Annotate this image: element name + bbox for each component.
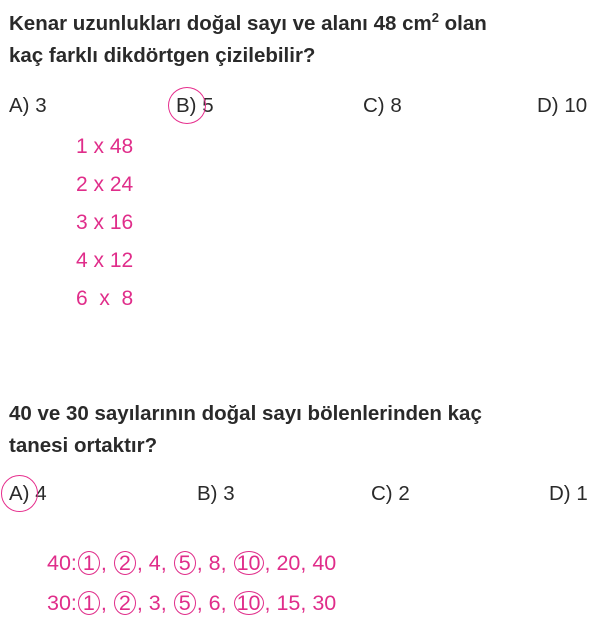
divisor-20: 20: [276, 551, 301, 575]
question-1-text: [9, 8, 487, 72]
divisor-6: 6: [208, 591, 221, 615]
question-2-line-2: tanesi ortaktır?: [9, 434, 158, 457]
question-1-line-1-end: olan: [438, 12, 487, 35]
question-2-line-1: 40 ve 30 sayılarının doğal sayı bölenlerinden kaç: [9, 402, 482, 425]
circled-divisor-10: 10: [234, 591, 264, 615]
question-2-text: [9, 398, 482, 462]
divisor-30: 30: [312, 591, 337, 615]
circled-divisor-1: 1: [78, 591, 100, 615]
q1-work-line-3: 3 x 16: [76, 211, 134, 234]
q1-option-c[interactable]: C) 8: [363, 94, 402, 117]
question-1-line-1-main: Kenar uzunlukları doğal sayı ve alanı 48 cm: [9, 12, 432, 35]
separator: ,: [300, 591, 313, 615]
separator: ,: [264, 591, 277, 615]
divisors-30-list: [77, 591, 336, 615]
divisors-30-prefix: 30:: [47, 591, 77, 615]
divisor-15: 15: [276, 591, 301, 615]
circled-divisor-2: 2: [114, 591, 136, 615]
divisors-40-list: [77, 551, 336, 575]
divisors-of-30: [47, 589, 336, 617]
separator: ,: [100, 591, 113, 615]
separator: ,: [100, 551, 113, 575]
circled-divisor-10: 10: [234, 551, 264, 575]
q1-option-a[interactable]: A) 3: [9, 94, 47, 117]
separator: ,: [220, 591, 233, 615]
separator: ,: [136, 551, 149, 575]
divisor-40: 40: [312, 551, 337, 575]
divisors-of-40: [47, 549, 336, 577]
separator: ,: [196, 591, 209, 615]
divisor-8: 8: [208, 551, 221, 575]
divisor-3: 3: [148, 591, 161, 615]
separator: ,: [220, 551, 233, 575]
question-1-line-1: [9, 8, 487, 40]
q1-option-d[interactable]: D) 10: [537, 94, 588, 117]
separator: ,: [196, 551, 209, 575]
q1-work-line-5: 6 x 8: [76, 287, 134, 310]
q1-work-line-2: 2 x 24: [76, 173, 134, 196]
separator: ,: [300, 551, 313, 575]
q2-option-a[interactable]: A) 4: [9, 482, 47, 505]
circled-divisor-5: 5: [174, 591, 196, 615]
q1-work-line-1: 1 x 48: [76, 135, 134, 158]
separator: ,: [160, 551, 173, 575]
superscript-2: 2: [431, 10, 439, 25]
separator: ,: [264, 551, 277, 575]
q2-option-b[interactable]: B) 3: [197, 482, 235, 505]
q2-option-d[interactable]: D) 1: [549, 482, 588, 505]
q1-work-line-4: 4 x 12: [76, 249, 134, 272]
separator: ,: [136, 591, 149, 615]
circled-divisor-1: 1: [78, 551, 100, 575]
q2-option-c[interactable]: C) 2: [371, 482, 410, 505]
circled-divisor-5: 5: [174, 551, 196, 575]
q1-option-b[interactable]: B) 5: [176, 94, 214, 117]
divisor-4: 4: [148, 551, 161, 575]
question-1-line-2: kaç farklı dikdörtgen çizilebilir?: [9, 44, 316, 67]
circled-divisor-2: 2: [114, 551, 136, 575]
separator: ,: [160, 591, 173, 615]
divisors-40-prefix: 40:: [47, 551, 77, 575]
